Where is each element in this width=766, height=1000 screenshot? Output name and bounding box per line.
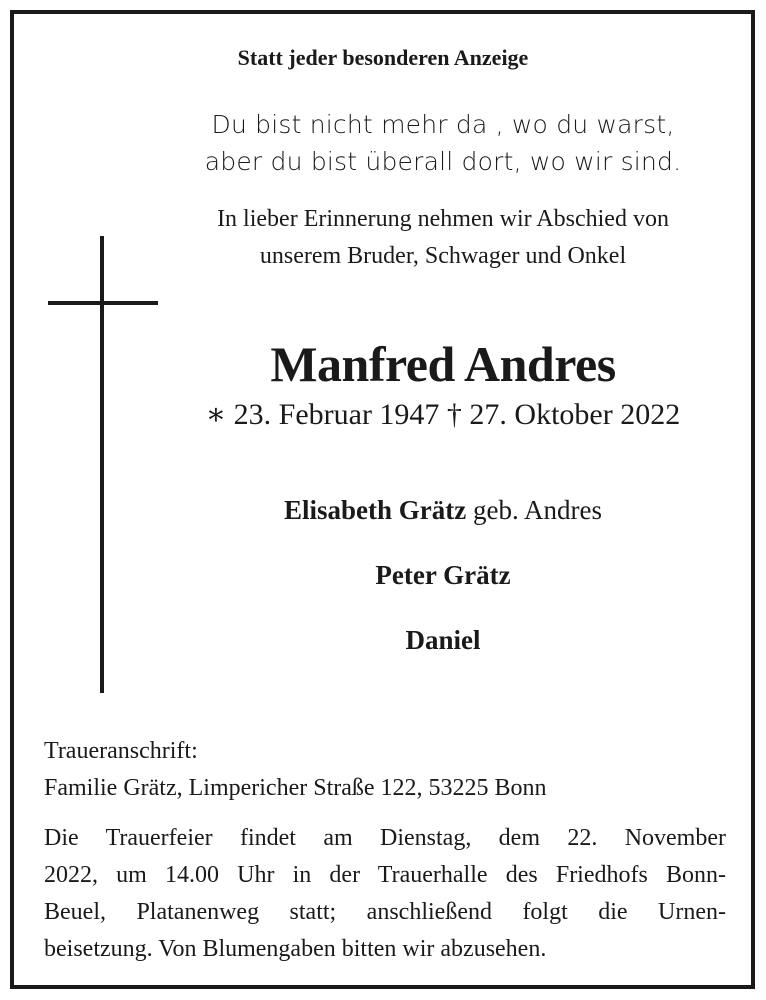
intro-line-1: In lieber Erinnerung nehmen wir Abschied von	[217, 206, 669, 232]
ceremony-paragraph	[44, 820, 726, 968]
mourner-3: Daniel	[405, 625, 481, 655]
mourner-1	[60, 495, 766, 526]
ceremony-line-4: beisetzung. Von Blumengaben bitten wir abzusehen.	[44, 936, 547, 962]
deceased-name: Manfred Andres	[270, 336, 616, 392]
mourner-2: Peter Grätz	[375, 560, 511, 590]
ceremony-line-2: 2022, um 14.00 Uhr in der Trauerhalle des Friedhofs Bonn-	[44, 862, 726, 888]
mourner-1-suffix: geb. Andres	[466, 495, 602, 525]
poem-line-1: Du bist nicht mehr da , wo du warst,	[211, 110, 675, 139]
life-dates: ∗ 23. Februar 1947 † 27. Oktober 2022	[205, 398, 681, 431]
mourner-1-name: Elisabeth Grätz	[284, 495, 467, 525]
ceremony-line-3: Beuel, Platanenweg statt; anschließend folgt die Urnen-	[44, 899, 726, 925]
intro-line-2: unserem Bruder, Schwager und Onkel	[259, 243, 627, 269]
poem	[60, 106, 766, 180]
intro-text	[60, 201, 766, 275]
notice-heading: Statt jeder besonderen Anzeige	[237, 45, 529, 70]
ceremony-line-1: Die Trauerfeier findet am Dienstag, dem 22. November	[44, 825, 726, 851]
mourning-address	[44, 733, 547, 807]
cross-icon-bar	[48, 301, 158, 305]
address-line: Familie Grätz, Limpericher Straße 122, 53225 Bonn	[44, 775, 547, 801]
poem-line-2: aber du bist überall dort, wo wir sind.	[204, 147, 682, 176]
address-label: Traueranschrift:	[44, 738, 198, 764]
